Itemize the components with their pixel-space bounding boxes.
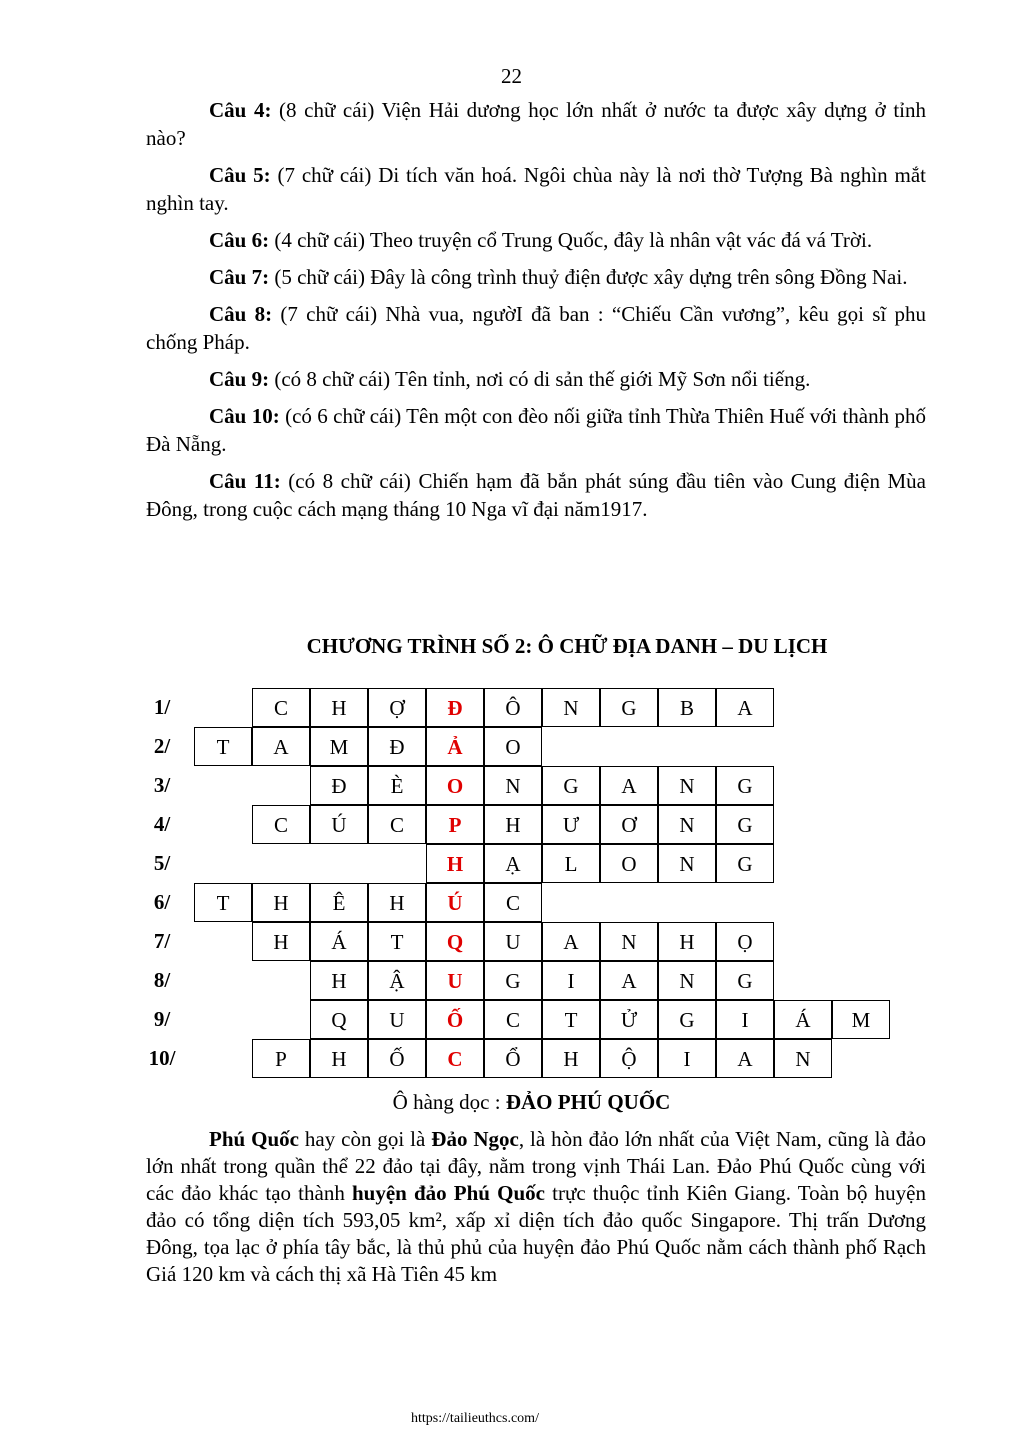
letter-cell: T [194,727,252,766]
letter-cell: A [600,766,658,805]
letter-cell: U [368,1000,426,1039]
key-letter-cell: H [426,844,484,883]
crossword-row [137,727,937,766]
letter-cell: H [542,1039,600,1078]
letter-cell: B [658,688,716,727]
question-item [146,226,926,254]
key-letter-cell: Ú [426,883,484,922]
letter-cell: Ậ [368,961,426,1000]
question-label: Câu 7: [209,265,270,289]
letter-cell: N [658,844,716,883]
letter-cell: T [542,1000,600,1039]
letter-cell: G [658,1000,716,1039]
question-item [146,300,926,356]
bold-term: huyện đảo Phú Quốc [351,1181,545,1205]
letter-cell: N [658,766,716,805]
question-label: Câu 10: [209,404,280,428]
letter-cell: G [716,805,774,844]
letter-cell: L [542,844,600,883]
letter-cell: C [484,883,542,922]
letter-cell: T [194,883,252,922]
description-paragraph [146,1126,926,1288]
answer-value: ĐẢO PHÚ QUỐC [505,1090,671,1114]
letter-cell: Ợ [368,688,426,727]
crossword-row [137,844,937,883]
letter-cell: H [310,1039,368,1078]
letter-cell: G [484,961,542,1000]
page-number: 22 [501,64,522,88]
crossword-row [137,961,937,1000]
letter-cell: Ơ [600,805,658,844]
letter-cell: Đ [368,727,426,766]
question-text: (7 chữ cái) Nhà vua, ngườI đã ban : “Chiếu Cần vương”, kêu gọi sĩ phu chống Pháp. [146,302,926,354]
letter-cell: A [716,1039,774,1078]
letter-cell: H [252,883,310,922]
letter-cell: N [658,961,716,1000]
row-number: 2/ [153,734,171,758]
question-text: (có 8 chữ cái) Tên tỉnh, nơi có di sản thế giới Mỹ Sơn nổi tiếng. [269,367,811,391]
letter-cell: Ê [310,883,368,922]
paragraph-text: trực thuộc tỉnh Kiên Giang. Toàn bộ huyện đảo có tổng diện tích 593,05 km², xấp xỉ diện tích đảo quốc Singapore. Thị trấn Dương Đông, tọa lạc ở phía tây bắc, là thủ phủ của huyện đảo Phú Quốc nằm cách thành phố Rạch Giá 120 km và cách thị xã Hà Tiên 45 km [146,1181,926,1286]
letter-cell: I [716,1000,774,1039]
crossword-row [137,1000,937,1039]
crossword-row [137,688,937,727]
key-letter-cell: Ả [426,727,484,766]
letter-cell: G [600,688,658,727]
letter-cell: H [252,922,310,961]
letter-cell: M [310,727,368,766]
key-letter-cell: Q [426,922,484,961]
question-item [146,467,926,523]
key-letter-cell: Ố [426,1000,484,1039]
answer-label: Ô hàng dọc : [392,1090,506,1114]
paragraph-text: hay còn gọi là [298,1127,432,1151]
letter-cell: A [600,961,658,1000]
letter-cell: Ú [310,805,368,844]
letter-cell: H [368,883,426,922]
question-text: (4 chữ cái) Theo truyện cổ Trung Quốc, đây là nhân vật vác đá vá Trời. [269,228,873,252]
question-item [146,402,926,458]
bold-term: Phú Quốc [209,1127,299,1151]
question-label: Câu 9: [209,367,270,391]
paragraph-text: , là hòn đảo lớn nhất của Việt Nam, cũng là đảo lớn nhất trong quần thể 22 đảo tại đây, nằm trong vịnh Thái Lan. Đảo Phú Quốc cùng với các đảo khác tạo thành [146,1127,926,1205]
question-text: (8 chữ cái) Viện Hải dương học lớn nhất ở nước ta được xây dựng ở tỉnh nào? [146,98,926,150]
key-letter-cell: Đ [426,688,484,727]
row-number: 8/ [153,968,171,992]
row-number: 4/ [153,812,171,836]
letter-cell: T [368,922,426,961]
crossword-row [137,805,937,844]
crossword-row [137,766,937,805]
letter-cell: H [658,922,716,961]
letter-cell: Ạ [484,844,542,883]
letter-cell: N [658,805,716,844]
crossword-row [137,922,937,961]
section-title: CHƯƠNG TRÌNH SỐ 2: Ô CHỮ ĐỊA DANH – DU LỊCH [306,634,828,658]
letter-cell: N [484,766,542,805]
row-number: 5/ [153,851,171,875]
row-number: 6/ [153,890,171,914]
question-item [146,96,926,152]
question-label: Câu 5: [209,163,271,187]
letter-cell: Ố [368,1039,426,1078]
letter-cell: N [600,922,658,961]
letter-cell: Q [310,1000,368,1039]
letter-cell: G [716,844,774,883]
letter-cell: C [252,805,310,844]
question-label: Câu 6: [209,228,270,252]
question-item [146,161,926,217]
letter-cell: C [252,688,310,727]
question-text: (7 chữ cái) Di tích văn hoá. Ngôi chùa này là nơi thờ Tượng Bà nghìn mắt nghìn tay. [146,163,926,215]
letter-cell: G [716,766,774,805]
letter-cell: A [542,922,600,961]
question-item [146,263,926,291]
letter-cell: È [368,766,426,805]
row-number: 3/ [153,773,171,797]
row-number: 1/ [153,695,171,719]
letter-cell: N [774,1039,832,1078]
crossword-row [137,1039,937,1078]
vertical-answer [0,1090,1023,1115]
letter-cell: A [252,727,310,766]
question-text: (có 8 chữ cái) Chiến hạm đã bắn phát súng đầu tiên vào Cung điện Mùa Đông, trong cuộc cách mạng tháng 10 Nga vĩ đại năm1917. [146,469,926,521]
letter-cell: H [310,688,368,727]
question-list [146,96,926,532]
key-letter-cell: U [426,961,484,1000]
row-number: 10/ [148,1046,176,1070]
letter-cell: H [484,805,542,844]
letter-cell: G [542,766,600,805]
question-text: (có 6 chữ cái) Tên một con đèo nối giữa tỉnh Thừa Thiên Huế với thành phố Đà Nẵng. [146,404,926,456]
letter-cell: A [716,688,774,727]
letter-cell: N [542,688,600,727]
letter-cell: C [368,805,426,844]
question-label: Câu 11: [209,469,281,493]
letter-cell: C [484,1000,542,1039]
key-letter-cell: P [426,805,484,844]
letter-cell: Ử [600,1000,658,1039]
row-number: 9/ [153,1007,171,1031]
letter-cell: I [542,961,600,1000]
letter-cell: Á [310,922,368,961]
letter-cell: Ư [542,805,600,844]
question-label: Câu 4: [209,98,272,122]
question-item [146,365,926,393]
letter-cell: O [600,844,658,883]
key-letter-cell: C [426,1039,484,1078]
letter-cell: P [252,1039,310,1078]
row-number: 7/ [153,929,171,953]
question-label: Câu 8: [209,302,273,326]
footer-url: https://tailieuthcs.com/ [411,1411,539,1426]
letter-cell: Á [774,1000,832,1039]
bold-term: Đảo Ngọc [431,1127,519,1151]
letter-cell: G [716,961,774,1000]
letter-cell: M [832,1000,890,1039]
key-letter-cell: O [426,766,484,805]
letter-cell: U [484,922,542,961]
letter-cell: H [310,961,368,1000]
letter-cell: I [658,1039,716,1078]
letter-cell: O [484,727,542,766]
letter-cell: Đ [310,766,368,805]
crossword-row [137,883,937,922]
letter-cell: Ô [484,688,542,727]
letter-cell: Ổ [484,1039,542,1078]
letter-cell: Ọ [716,922,774,961]
question-text: (5 chữ cái) Đây là công trình thuỷ điện được xây dựng trên sông Đồng Nai. [269,265,908,289]
letter-cell: Ộ [600,1039,658,1078]
